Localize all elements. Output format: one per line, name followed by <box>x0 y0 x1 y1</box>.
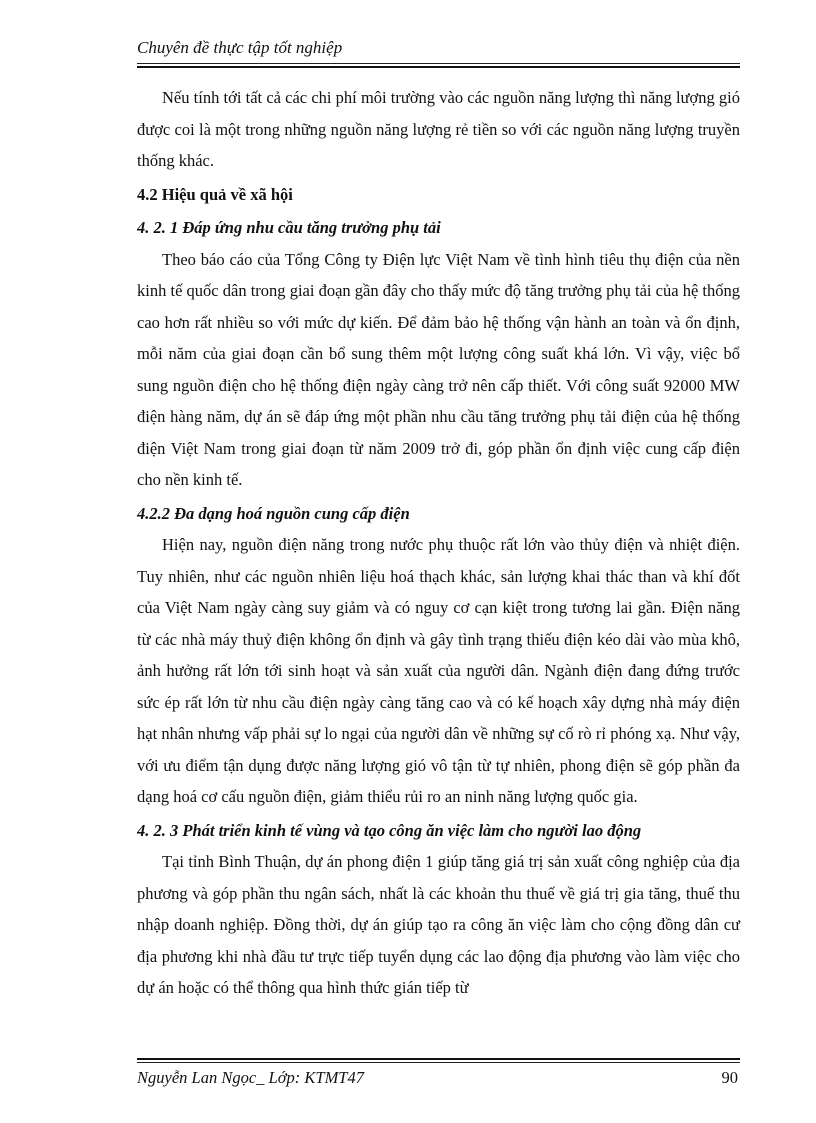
page-body <box>137 82 740 1004</box>
page-header-title: Chuyên đề thực tập tốt nghiệp <box>137 38 343 57</box>
header-rule-thick <box>137 66 740 68</box>
footer-rule-thick <box>137 1058 740 1060</box>
paragraph-load-growth: Theo báo cáo của Tổng Công ty Điện lực Việt Nam về tình hình tiêu thụ điện của nền kinh tế quốc dân trong giai đoạn gần đây cho thấy mức độ tăng trưởng phụ tải của hệ thống cao hơn rất nhiều so với mức dự kiến. Để đảm bảo hệ thống vận hành an toàn và ổn định, mỗi năm của giai đoạn cần bổ sung thêm một lượng công suất khá lớn. Vì vậy, việc bổ sung nguồn điện cho hệ thống điện ngày càng trở nên cấp thiết. Với công suất 92000 MW điện hàng năm, dự án sẽ đáp ứng một phần nhu cầu tăng trưởng phụ tải điện của hệ thống điện Việt Nam trong giai đoạn từ năm 2009 trở đi, góp phần ổn định việc cung cấp điện cho nền kinh tế. <box>137 249 740 489</box>
footer-rule-thin <box>137 1062 740 1063</box>
footer-author: Nguyễn Lan Ngọc_ Lớp: KTMT47 <box>137 1068 364 1087</box>
paragraph-wind-energy-cost: Nếu tính tới tất cả các chi phí môi trường vào các nguồn năng lượng thì năng lượng gió được coi là một trong những nguồn năng lượng rẻ tiền so với các nguồn năng lượng truyền thống khác. <box>137 88 740 170</box>
header-rule-thin <box>137 63 740 64</box>
paragraph-supply-diversification: Hiện nay, nguồn điện năng trong nước phụ thuộc rất lớn vào thủy điện và nhiệt điện. Tuy nhiên, như các nguồn nhiên liệu hoá thạch khác, sản lượng khai thác than và khí đốt của Việt Nam ngày càng suy giảm và có nguy cơ cạn kiệt trong tương lai gần. Điện năng từ các nhà máy thuỷ điện không ổn định và gây tình trạng thiếu điện kéo dài vào mùa khô, ảnh hưởng rất lớn tới sinh hoạt và sản xuất của người dân. Ngành điện đang đứng trước sức ép rất lớn từ nhu cầu điện ngày càng tăng cao và có kế hoạch xây dựng nhà máy điện hạt nhân nhưng vấp phải sự lo ngại của người dân về những sự cố rò rỉ phóng xạ. Như vậy, với ưu điểm tận dụng được năng lượng gió vô tận từ tự nhiên, phong điện sẽ góp phần đa dạng hoá cơ cấu nguồn điện, giảm thiểu rủi ro an ninh năng lượng quốc gia. <box>137 535 740 806</box>
subsection-heading-4-2-1: 4. 2. 1 Đáp ứng nhu cầu tăng trưởng phụ tải <box>137 218 441 237</box>
section-heading-4-2: 4.2 Hiệu quả về xã hội <box>137 184 293 204</box>
subsection-heading-4-2-3: 4. 2. 3 Phát triển kinh tế vùng và tạo công ăn việc làm cho người lao động <box>137 820 642 840</box>
paragraph-regional-economy: Tại tỉnh Bình Thuận, dự án phong điện 1 giúp tăng giá trị sản xuất công nghiệp của địa phương và góp phần thu ngân sách, nhất là các khoản thu thuế về giá trị gia tăng, thuế thu nhập doanh nghiệp. Đồng thời, dự án giúp tạo ra công ăn việc làm cho cộng đồng dân cư địa phương khi nhà đầu tư trực tiếp tuyển dụng các lao động địa phương vào làm việc cho dự án hoặc có thể thông qua hình thức gián tiếp từ <box>137 852 740 997</box>
page-number: 90 <box>721 1068 738 1087</box>
subsection-heading-4-2-2: 4.2.2 Đa dạng hoá nguồn cung cấp điện <box>137 503 410 523</box>
